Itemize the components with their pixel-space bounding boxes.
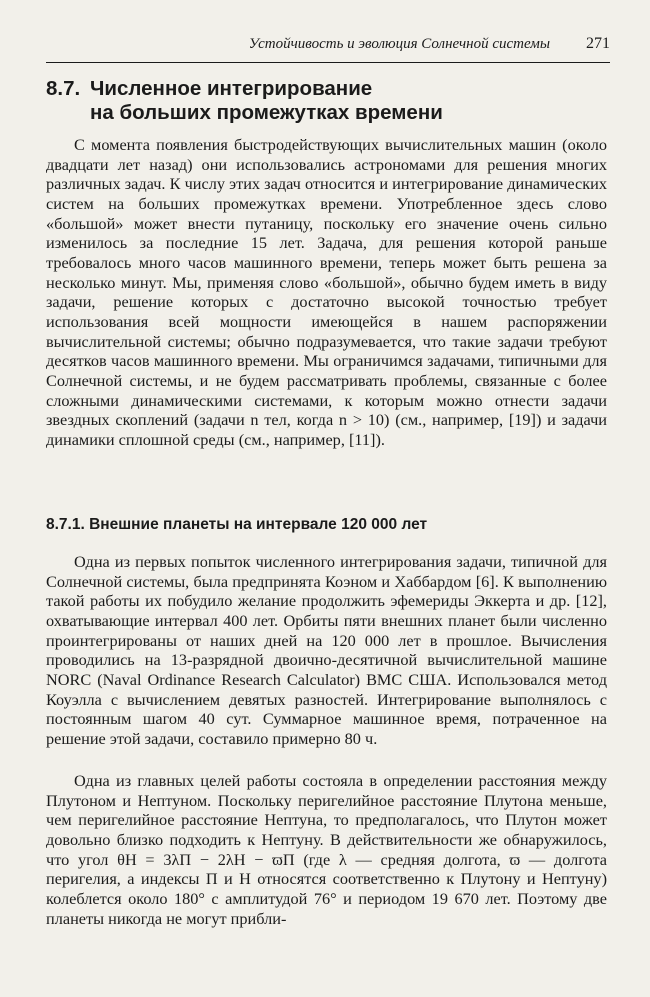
page-number: 271 bbox=[586, 35, 610, 52]
body-paragraph-3 bbox=[46, 771, 607, 928]
running-head-title: Устойчивость и эволюция Солнечной системы bbox=[248, 36, 550, 52]
header-rule bbox=[46, 62, 610, 63]
paragraph-text: Одна из первых попыток численного интегрирования задачи, типичной для Солнечной системы, была предпринята Коэном и Хаббардом [6]. К выполнению такой работы их побудило желание продолжить эфемериды Эккерта и др. [12], охватывающие интервал 400 лет. Орбиты пяти внешних планет были численно проинтегрированы от наших дней на 120 000 лет в прошлое. Вычисления проводились на 13-разрядной двоично-десятичной вычислительной машине NORC (Naval Ordinance Research Calculator) ВМС США. Использовался метод Коуэлла с вычислением девятых разностей. Интегрирование выполнялось с постоянным шагом 40 сут. Суммарное машинное время, потраченное на решение этой задачи, составило примерно 80 ч. bbox=[46, 552, 607, 748]
running-head bbox=[46, 36, 610, 58]
section-number: 8.7. bbox=[46, 77, 81, 100]
body-paragraph-2 bbox=[46, 552, 607, 749]
paragraph-text: С момента появления быстродействующих вычислительных машин (около двадцати лет назад) они использовались астрономами для решения многих различных задач. К числу этих задач относится и интегрирование динамических систем на больших промежутках времени. Употребленное здесь слово «большой» может внести путаницу, поскольку его значение очень сильно изменилось за последние 15 лет. Задача, для решения которой раньше требовалось много часов машинного времени, теперь может быть решена за несколько минут. Мы, применяя слово «большой», обычно будем иметь в виду задачи, решение которых с достаточно высокой точностью требует использования всей мощности имеющейся в нашем распоряжении вычислительной системы; обычно подразумевается, что такие задачи требуют десятков часов машинного времени. Мы ограничимся задачами, типичными для Солнечной системы, и не будем рассматривать проблемы, связанные с более сложными динамическими системами, к которым можно отнести задачи звездных скоплений (задачи n тел, когда n > 10) (см., например, [19]) и задачи динамики сплошной среды (см., например, [11]). bbox=[46, 135, 607, 449]
section-title-line-2: на больших промежутках времени bbox=[90, 101, 443, 124]
subsection-heading: 8.7.1. Внешние планеты на интервале 120 000 лет bbox=[46, 516, 428, 533]
section-title-line-1: Численное интегрирование bbox=[90, 77, 373, 100]
paragraph-text: Одна из главных целей работы состояла в определении расстояния между Плутоном и Нептуном. Поскольку перигелийное расстояние Плутона меньше, чем перигелийное расстояние Нептуна, то предполагалось, что Плутон может довольно близко подходить к Нептуну. В действительности же обнаружилось, что угол θН = 3λП − 2λН − ϖП (где λ — средняя долгота, ϖ — долгота перигелия, а индексы П и Н относятся соответственно к Плутону и Нептуну) колеблется около 180° с амплитудой 76° и периодом 19 670 лет. Поэтому две планеты никогда не могут прибли- bbox=[46, 771, 607, 928]
body-paragraph-1 bbox=[46, 135, 607, 450]
